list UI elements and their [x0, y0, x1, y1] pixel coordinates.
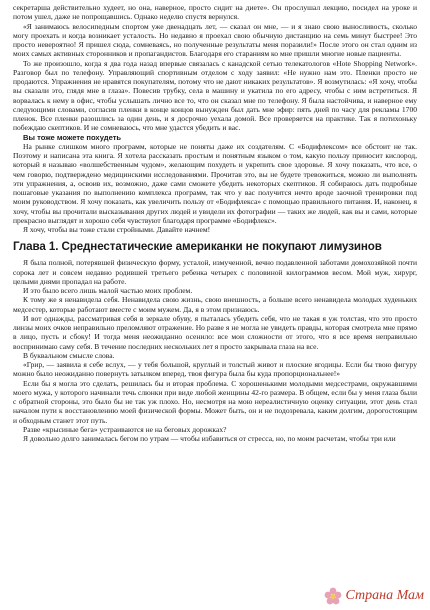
paragraph: Разве «крысиные бега» устраиваются не на беговых дорожках? [23, 424, 227, 434]
section-subheading: Вы тоже можете похудеть [23, 132, 122, 142]
paragraph: И вот однажды, рассматривая себя в зеркале обуву, я пыталась убедить себя, что не такая я уж толстая, что это просто линзы моих очков неправильно преломляют отражение. Но разве я не могла не увидеть правды, которая смотрела мне прямо в лицо, пусть и сбоку! И тогда меня неожиданно осенило: все мои сложности от этого, что я все время неправильно воспринимаю саму себя. В течение последних нескольких лет я просто закрывала глаза на все. [13, 313, 417, 351]
paragraph: Я была полной, потерявшей физическую форму, усталой, измученной, вечно подавленной заботами домохозяйкой почти сорока лет и совсем недавно родившей третьего ребенка четырех с половиной килограммов весом. Мой муж, хирург, целыми днями пропадал на работе. [13, 258, 417, 286]
paragraph: И это было всего лишь малой частью моих проблем. [23, 286, 193, 296]
flower-logo-icon [323, 586, 343, 606]
paragraph: То же произошло, когда я два года назад впервые связалась с канадской сетью телекатологов «Hote Shopping Network». Разговор был по телефону. Управляющий спортивным отделом с ходу заявил: «Не нужно нам это. Пленки просто не продаются. Упражнения не нравятся покупателям, потому что не дают никаких результатов». Я возмутилась: «Я хочу, чтобы вы сказали это, глядя мне в глаза». Повесив трубку, села в машину и укатила по его адресу, чтобы с ним встретиться. Я ворвалась к нему в офис, чтобы услышать лично все то, что он сказал мне по телефону. Я была настойчива, и наверное ему следующими словами, согласив пленки в конце концов вынужден был дать мне эфир: пять дней по часу для рекламы 1700 пленок. Все пленки разошлись за один день, и я досрочно уехала домой. Все проверяется на практике. Так я потихоньку побеждаю скептиков. И не сомневаюсь, что мне удастся убедить и вас. [13, 58, 417, 133]
paragraph: Если бы я могла это сделать, решилась бы и вторая проблема. С хорошенькими молодыми медсестрами, окружавшими моего мужа, у которого начинали течь слюнки при виде любой женщины 42-го размера. В общем, если бы у меня глаза были с обратной стороны, это было бы не так уж плохо. Но, несмотря на мою нереалистичную оценку ситуации, этот день стал началом пути к восстановлению моей физической формы. Может быть, он и не подозревала, каким долгим, дорогостоящим и обходным станет этот путь. [13, 378, 417, 425]
paragraphs-bottom [13, 258, 417, 443]
watermark-text: Страна Мам [345, 588, 424, 603]
paragraph: Я довольно долго занималась бегом по утрам — чтобы избавиться от стресса, но, по моим расчетам, чтобы три или [23, 434, 396, 444]
paragraph: К тому же я ненавидела себя. Ненавидела свою жизнь, свою внешность, а больше всего ненавидела молодых худеньких медсестер, которые работают вместе с моим мужем. Да, я в этом признаюсь. [13, 295, 417, 314]
paragraph: В буквальном смысле слова. [23, 350, 115, 360]
watermark [323, 586, 425, 606]
paragraphs-top [13, 3, 417, 133]
paragraph: На рынке слишком много программ, которые не поняты даже их создателям. С «Бодифлексом» все обстоит не так. Поэтому и написана эта книга. Я хотела рассказать простым и понятным языком о том, какую пользу приносит кислород, который я называю «волшебственным чудом», желающим похудеть и укрепить свое здоровье. Я хочу показать, что все, о чем говорю, подтверждено медицинскими исследованиями. Прочитав это, вы не будете тревожиться, можно ли выполнять эти упражнения, а, освоив их, возможно, даже сами сможете убедить некоторых скептиков. Я собираюсь дать подробные пошаговые указания по выполнению комплекса программ, так что у вас получится нечто вроде заочной тренировки под моим руководством. Я хочу показать, как увеличить пользу от «Бодифлекса» с помощью правильного питания. И, наконец, я хочу, чтобы вы прочитали высказывания других людей и увидели их фотографии — таких же людей, как вы и сами, которые прекрасно выглядят и хорошо себя чувствуют благодаря программе «Бодифлекс». [13, 141, 417, 225]
paragraphs-mid [13, 142, 417, 235]
chapter-title: Глава 1. Среднестатические американки не покупают лимузинов [13, 240, 382, 254]
document-page [13, 3, 417, 443]
paragraph: секретарша действительно худеет, но она, наверное, просто сидит на диете». Он прослушал лекцию, посидел на уроке и потом ушел, даже не попрощавшись. Однако неделю спустя вернулся. [13, 3, 417, 22]
paragraph: «Грир, — заявила я себе вслух, — у тебя большой, круглый и толстый живот и плоские ягодицы. Если бы твою фигуру можно было неожиданно повернуть затылком вперед, твоя фигура была бы куда пропорциональнее!» [13, 360, 417, 379]
paragraph: Я хочу, чтобы вы тоже стали стройными. Давайте начнем! [23, 225, 211, 235]
paragraph: «Я занимаюсь велосипедным спортом уже двенадцать лет, — сказал он мне, — и я знаю свою выносливость, сколько могу проехать и когда возникает усталость. Но недавно я проехал свою обычную дистанцию на семь минут быстрее! Это просто невероятно! Я пришел сюда, сомневаясь, но полученные результаты меня поразили!» После этого он стал одним из моих самых активных сторонников и пропагандистов. Благодаря его стараниям ко мне пришли многие новые пациенты. [13, 21, 417, 59]
